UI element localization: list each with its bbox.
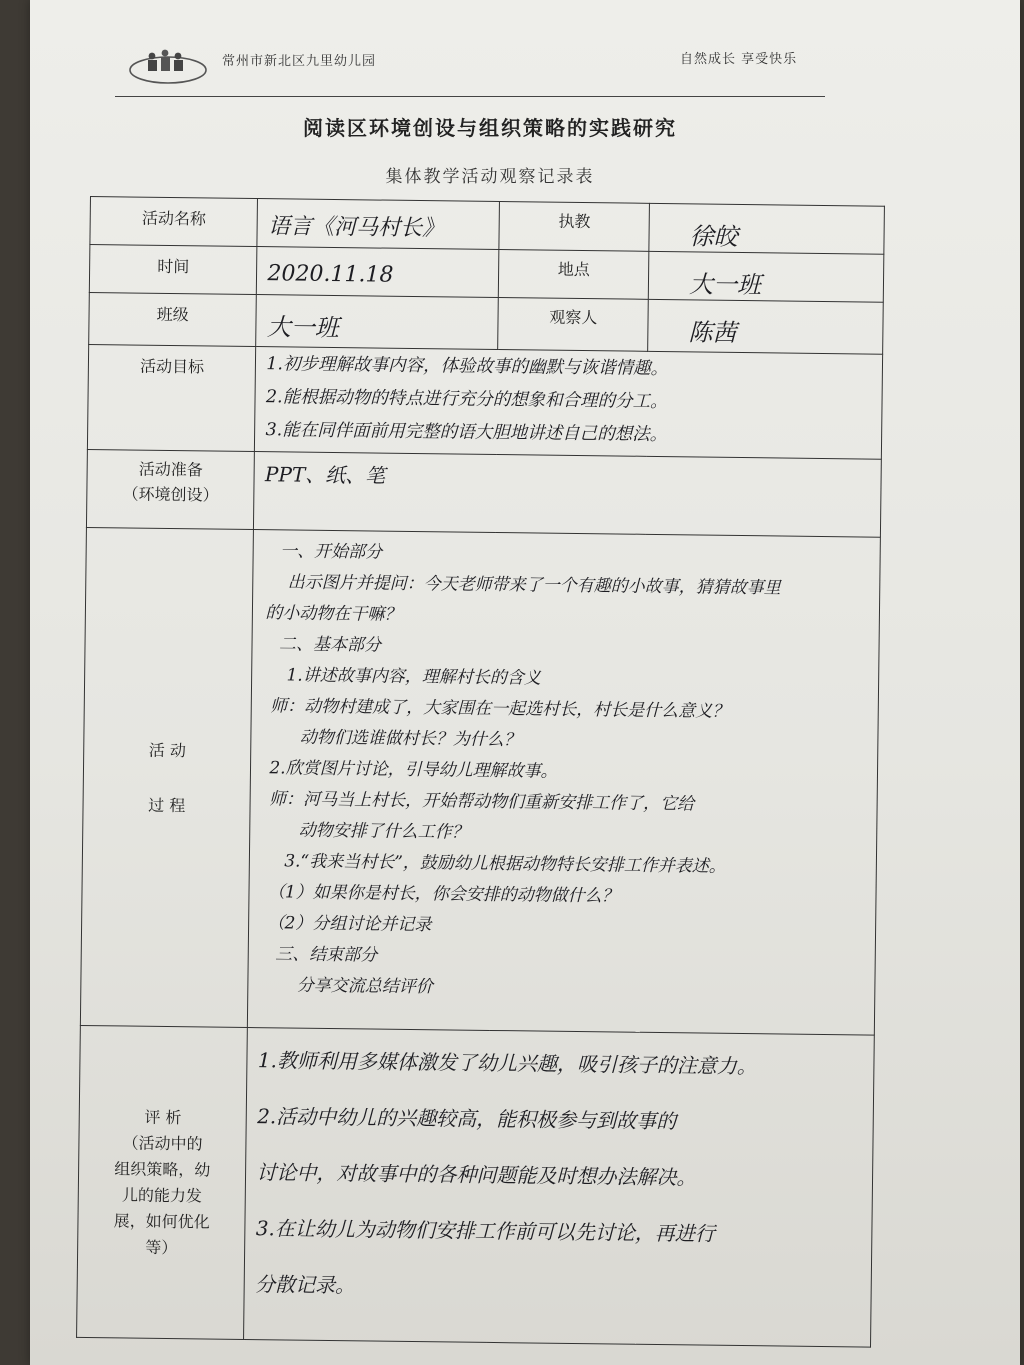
process-line: 师：动物村建成了，大家围在一起选村长，村长是什么意义？ bbox=[270, 696, 730, 722]
place-value: 大一班 bbox=[688, 270, 762, 300]
document-title: 阅读区环境创设与组织策略的实践研究 bbox=[303, 116, 677, 140]
process-line: 2.欣赏图片讨论，引导幼儿理解故事。 bbox=[269, 758, 558, 782]
evaluation-line: 1.教师利用多媒体激发了幼儿兴趣，吸引孩子的注意力。 bbox=[257, 1048, 758, 1079]
school-logo-icon bbox=[128, 46, 220, 86]
prep-label: 活动准备 （环境创设） bbox=[86, 449, 254, 529]
goal-item: 3.能在同伴面前用完整的语大胆地讲述自己的想法。 bbox=[265, 420, 668, 446]
observer-label: 观察人 bbox=[498, 297, 648, 351]
process-line: 师：河马当上村长，开始帮动物们重新安排工作了，它给 bbox=[268, 789, 695, 815]
place-label: 地点 bbox=[499, 250, 649, 300]
process-label: 活 动 过 程 bbox=[80, 527, 253, 1027]
evaluation-cell bbox=[244, 1027, 874, 1347]
teacher-label: 执教 bbox=[499, 202, 649, 252]
activity-name-cell bbox=[257, 199, 499, 250]
goal-item: 2.能根据动物的特点进行充分的想象和合理的分工。 bbox=[265, 387, 668, 413]
time-cell bbox=[257, 247, 499, 298]
process-line: 出示图片并提问：今天老师带来了一个有趣的小故事，猜猜故事里 bbox=[287, 572, 781, 599]
evaluation-line: 分散记录。 bbox=[254, 1272, 356, 1298]
teacher-cell bbox=[649, 203, 884, 254]
activity-name-label: 活动名称 bbox=[90, 197, 258, 247]
row-evaluation bbox=[77, 1025, 875, 1347]
process-line: 3.“我来当村长”，鼓励幼儿根据动物特长安排工作并表述。 bbox=[284, 851, 726, 877]
prep-cell bbox=[254, 452, 882, 538]
header-divider bbox=[115, 96, 825, 97]
prep-value: PPT、纸、笔 bbox=[264, 462, 386, 488]
process-line: （2）分组讨论并记录 bbox=[267, 913, 432, 936]
process-line: 动物安排了什么工作？ bbox=[298, 820, 469, 843]
observer-cell bbox=[648, 299, 883, 354]
goal-item: 1.初步理解故事内容，体验故事的幽默与诙谐情趣。 bbox=[266, 354, 669, 380]
evaluation-line: 讨论中，对故事中的各种问题能及时想办法解决。 bbox=[256, 1160, 697, 1190]
process-line: 1.讲述故事内容，理解村长的含义 bbox=[286, 665, 541, 689]
process-line: 二、基本部分 bbox=[278, 634, 382, 656]
eval-label: 评 析 （活动中的 组织策略，幼 儿的能力发 展，如何优化 等） bbox=[77, 1025, 248, 1339]
teacher-value: 徐皎 bbox=[689, 222, 738, 251]
process-cell bbox=[248, 530, 881, 1036]
row-goals bbox=[87, 344, 882, 459]
letterhead bbox=[30, 0, 1020, 100]
process-line: 三、结束部分 bbox=[275, 944, 378, 966]
process-line: 动物们选谁做村长？为什么？ bbox=[299, 727, 521, 751]
school-name: 常州市新北区九里幼儿园 bbox=[222, 54, 377, 69]
class-cell bbox=[256, 295, 499, 350]
time-label: 时间 bbox=[89, 245, 257, 295]
document-subtitle: 集体教学活动观察记录表 bbox=[385, 167, 595, 187]
row-preparation bbox=[86, 449, 881, 537]
process-line: 分享交流总结评价 bbox=[296, 975, 433, 998]
school-motto: 自然成长 享受快乐 bbox=[680, 52, 798, 67]
class-value: 大一班 bbox=[266, 313, 339, 343]
document-page bbox=[30, 0, 1020, 1365]
activity-name-value: 语言《河马村长》 bbox=[267, 214, 445, 242]
observer-value: 陈茜 bbox=[688, 318, 737, 347]
process-line: （1）如果你是村长，你会安排的动物做什么？ bbox=[267, 882, 619, 907]
observation-form bbox=[76, 196, 885, 1348]
goals-cell bbox=[255, 347, 883, 460]
evaluation-line: 3.在让幼儿为动物们安排工作前可以先讨论，再进行 bbox=[255, 1216, 715, 1246]
row-class bbox=[89, 292, 884, 354]
evaluation-line: 2.活动中幼儿的兴趣较高，能积极参与到故事的 bbox=[257, 1104, 677, 1134]
class-label: 班级 bbox=[89, 292, 257, 346]
time-value: 2020.11.18 bbox=[267, 261, 394, 288]
process-line: 的小动物在干嘛？ bbox=[265, 603, 402, 625]
process-line: 一、开始部分 bbox=[279, 541, 383, 563]
row-process bbox=[80, 527, 880, 1035]
place-cell bbox=[648, 251, 883, 302]
goal-label: 活动目标 bbox=[87, 344, 256, 451]
